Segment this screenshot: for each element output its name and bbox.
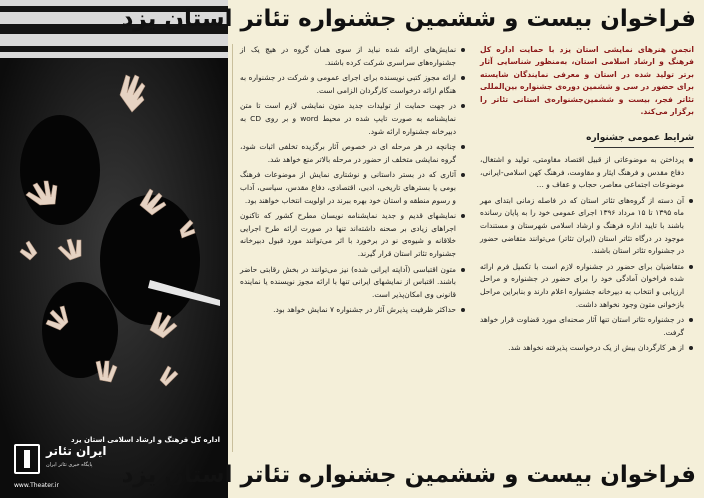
- cover-photo: [0, 0, 228, 498]
- list-item: نمایش‌های ارائه شده نباید از سوی همان گروه در هیچ یک از جشنواره‌های سراسری شرکت کرده باشند.: [240, 44, 466, 69]
- list-item: آثاری که در بستر داستانی و نوشتاری نمایش از موضوعات فرهنگ بومی یا بسترهای تاریخی، ادبی، اقتصادی، دفاع مقدس، سیاسی، آداب و رسوم منطقه و استان خود بهره ببرند در اولویت انتخاب خواهند بود.: [240, 169, 466, 207]
- theater-mark-icon: [14, 444, 40, 474]
- column-divider: [232, 44, 233, 452]
- poster-title-top: فراخوان بیست و ششمین جشنواره تئاتر استان یزد: [121, 6, 696, 32]
- list-item: نمایشهای قدیم و جدید نمایشنامه نویسان مطرح کشور که تاکنون اجراهای زیادی بر صحنه داشته‌اند تنها در صورت ارائه طرح اجرایی خلاقانه و شیوه‌ی نو در برخورد با اثر می‌توانند مورد قبول دبیرخانه جشنواره تئاتر استان قرار گیرند.: [240, 210, 466, 260]
- list-item: در جشنواره تئاتر استان تنها آثار صحنه‌ای مورد قضاوت قرار خواهد گرفت.: [480, 314, 694, 339]
- list-item: آن دسته از گروه‌های تئاتر استان که در فاصله زمانی ابتدای مهر ماه ۱۳۹۵ تا ۱۵ مرداد ۱۳۹۶ اجرای عمومی خود را به پایان رسانده باشند با تایید اداره فرهنگ و ارشاد اسلامی شهرستان و مستندات موجود در درگاه تئاتر استان (ایران تئاتر) می‌توانند متقاضی حضور در جشنواره تئاتر استان باشند.: [480, 195, 694, 258]
- list-item: حداکثر ظرفیت پذیرش آثار در جشنواره ۷ نمایش خواهد بود.: [240, 304, 466, 317]
- logo-subtitle: پایگاه خبری تئاتر ایران: [46, 462, 93, 468]
- intro-paragraph: انجمن هنرهای نمایشی استان یزد با حمایت اداره کل فرهنگ و ارشاد اسلامی استان، به‌منظور شناسایی آثار برتر تولید شده در استان و معرفی نمایندگان شایسته برای حضور در سی و ششمین دوره‌ی جشنواره بین‌المللی تئاتر فجر، بیست‌ و‌ ششمین‌جشنواره‌ی استانی تئاتر را برگزار می‌کند.: [480, 45, 694, 117]
- list-item: از هر کارگردان بیش از یک درخواست پذیرفته نخواهد شد.: [480, 342, 694, 355]
- iran-theater-logo: [14, 444, 124, 494]
- section-title: شرایط عمومی جشنواره: [480, 132, 694, 148]
- poster-title-bottom: فراخوان بیست و ششمین جشنواره تئاتر استان یزد: [121, 462, 696, 488]
- logo-website: www.Theater.ir: [14, 482, 59, 489]
- list-item: پرداختن به موضوعاتی از قبیل اقتصاد مقاومتی، تولید و اشتغال، دفاع مقدس و فرهنگ ایثار و مقاومت، فرهنگ کهن اسلامی-ایرانی، موضوعات اجتماعی معاصر، حجاب و عفاف و …: [480, 154, 694, 192]
- middle-column: [240, 44, 466, 320]
- hands-illustration: [0, 0, 228, 498]
- list-item: متقاضیان برای حضور در جشنواره لازم است با تکمیل فرم ارائه شده فراخوان آمادگی خود را برای حضور در جشنواره و مراحل ارزیابی و انتخاب به دبیرخانه جشنواره اعلام دارند و بنابراین مراحل بازخوانی متون وجود نخواهد داشت.: [480, 261, 694, 311]
- organization-line: اداره کل فرهنگ و ارشاد اسلامی استان یزد: [71, 436, 220, 444]
- logo-name: ایران تئاتر: [46, 444, 107, 458]
- list-item: ارائه مجوز کتبی نویسنده برای اجرای عمومی و شرکت در جشنواره به هنگام ارائه درخواست کارگردان الزامی است.: [240, 72, 466, 97]
- right-column: [480, 44, 694, 358]
- list-item: چنانچه در هر مرحله ای در خصوص آثار برگزیده تخلفی اثبات شود، گروه نمایشی متخلف از حضور در مرحله بالاتر منع خواهد شد.: [240, 141, 466, 166]
- list-item: در جهت حمایت از تولیدات جدید متون نمایشی لازم است تا متن نمایشنامه به صورت تایپ شده در محیط word و بر روی CD به دبیرخانه جشنواره ارائه شود.: [240, 100, 466, 138]
- list-item: متون اقتباسی (آداپته ایرانی شده) نیز می‌توانند در بخش رقابتی حاضر باشند. اقتباس از نمایشهای ایرانی تنها با ارائه مجوز نویسنده یا نماینده قانونی وی امکان‌پذیر است.: [240, 264, 466, 302]
